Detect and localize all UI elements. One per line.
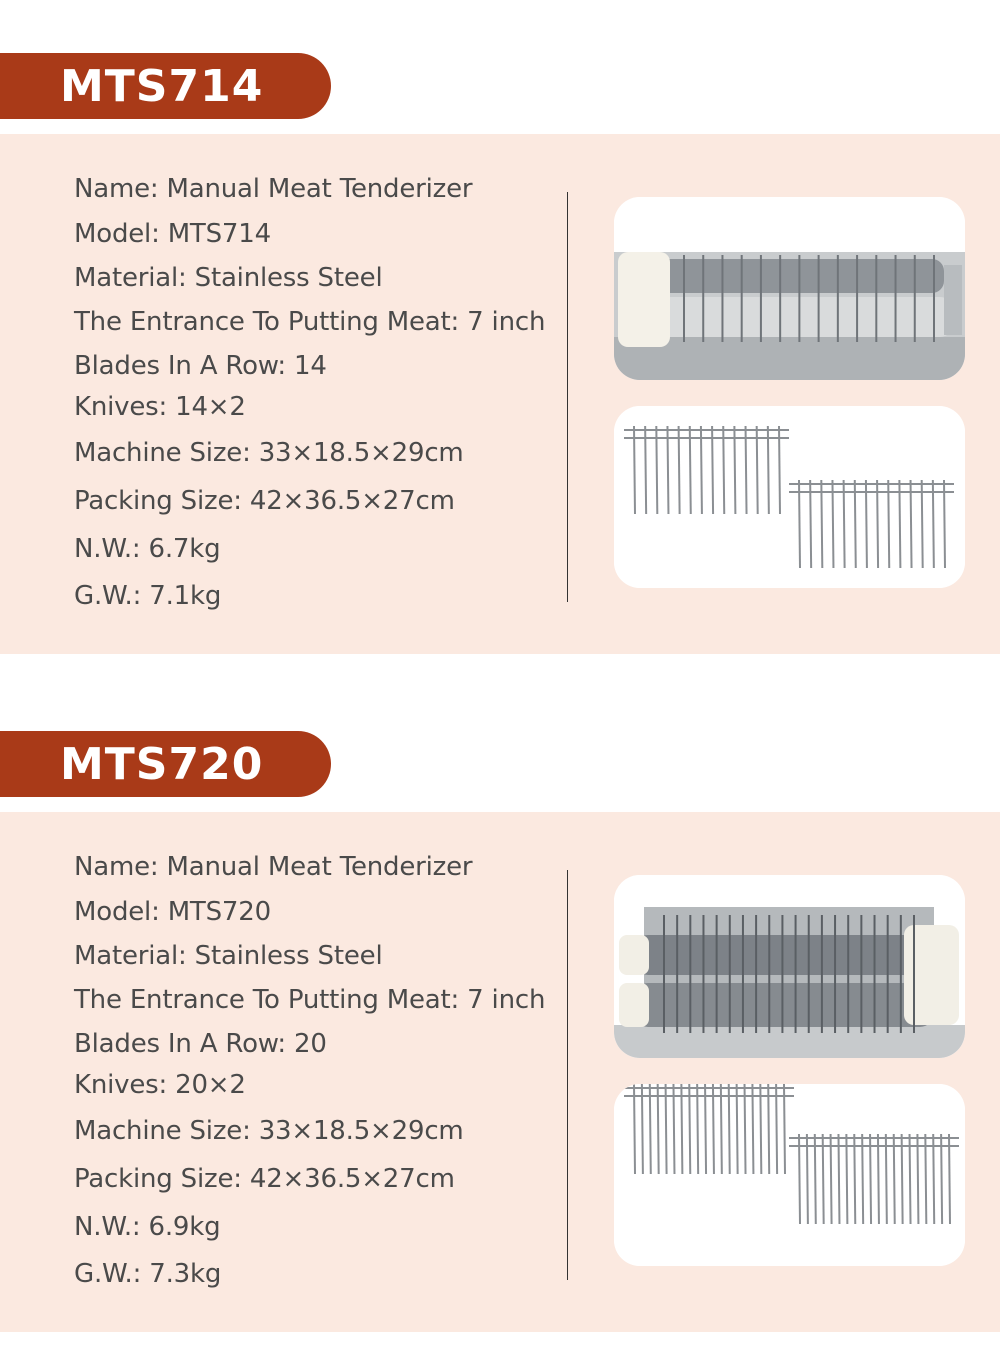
spec-packing-size: Packing Size: 42×36.5×27cm xyxy=(74,1164,455,1194)
product-section-mts720 xyxy=(0,678,1000,1372)
model-tag-label: MTS714 xyxy=(60,60,264,112)
spec-model: Model: MTS714 xyxy=(74,219,271,249)
spec-blades-row: Blades In A Row: 20 xyxy=(74,1029,327,1059)
column-divider xyxy=(567,870,568,1280)
spec-packing-size: Packing Size: 42×36.5×27cm xyxy=(74,486,455,516)
roller-assembly-photo xyxy=(614,197,965,380)
blade-combs-photo xyxy=(614,1084,965,1266)
model-tag-label: MTS720 xyxy=(60,738,264,790)
model-tag xyxy=(0,53,331,119)
spec-knives: Knives: 20×2 xyxy=(74,1070,246,1100)
spec-material: Material: Stainless Steel xyxy=(74,941,383,971)
roller-assembly-photo xyxy=(614,875,965,1058)
blade-combs-photo xyxy=(614,406,965,588)
spec-machine-size: Machine Size: 33×18.5×29cm xyxy=(74,1116,464,1146)
spec-gross-weight: G.W.: 7.1kg xyxy=(74,581,222,611)
spec-name: Name: Manual Meat Tenderizer xyxy=(74,174,473,204)
spec-panel xyxy=(0,812,1000,1332)
spec-net-weight: N.W.: 6.7kg xyxy=(74,534,221,564)
spec-panel xyxy=(0,134,1000,654)
spec-blades-row: Blades In A Row: 14 xyxy=(74,351,327,381)
spec-net-weight: N.W.: 6.9kg xyxy=(74,1212,221,1242)
column-divider xyxy=(567,192,568,602)
spec-machine-size: Machine Size: 33×18.5×29cm xyxy=(74,438,464,468)
spec-material: Material: Stainless Steel xyxy=(74,263,383,293)
spec-entrance: The Entrance To Putting Meat: 7 inch xyxy=(74,307,546,337)
spec-model: Model: MTS720 xyxy=(74,897,271,927)
product-section-mts714 xyxy=(0,0,1000,660)
spec-entrance: The Entrance To Putting Meat: 7 inch xyxy=(74,985,546,1015)
model-tag xyxy=(0,731,331,797)
spec-name: Name: Manual Meat Tenderizer xyxy=(74,852,473,882)
spec-gross-weight: G.W.: 7.3kg xyxy=(74,1259,222,1289)
spec-knives: Knives: 14×2 xyxy=(74,392,246,422)
